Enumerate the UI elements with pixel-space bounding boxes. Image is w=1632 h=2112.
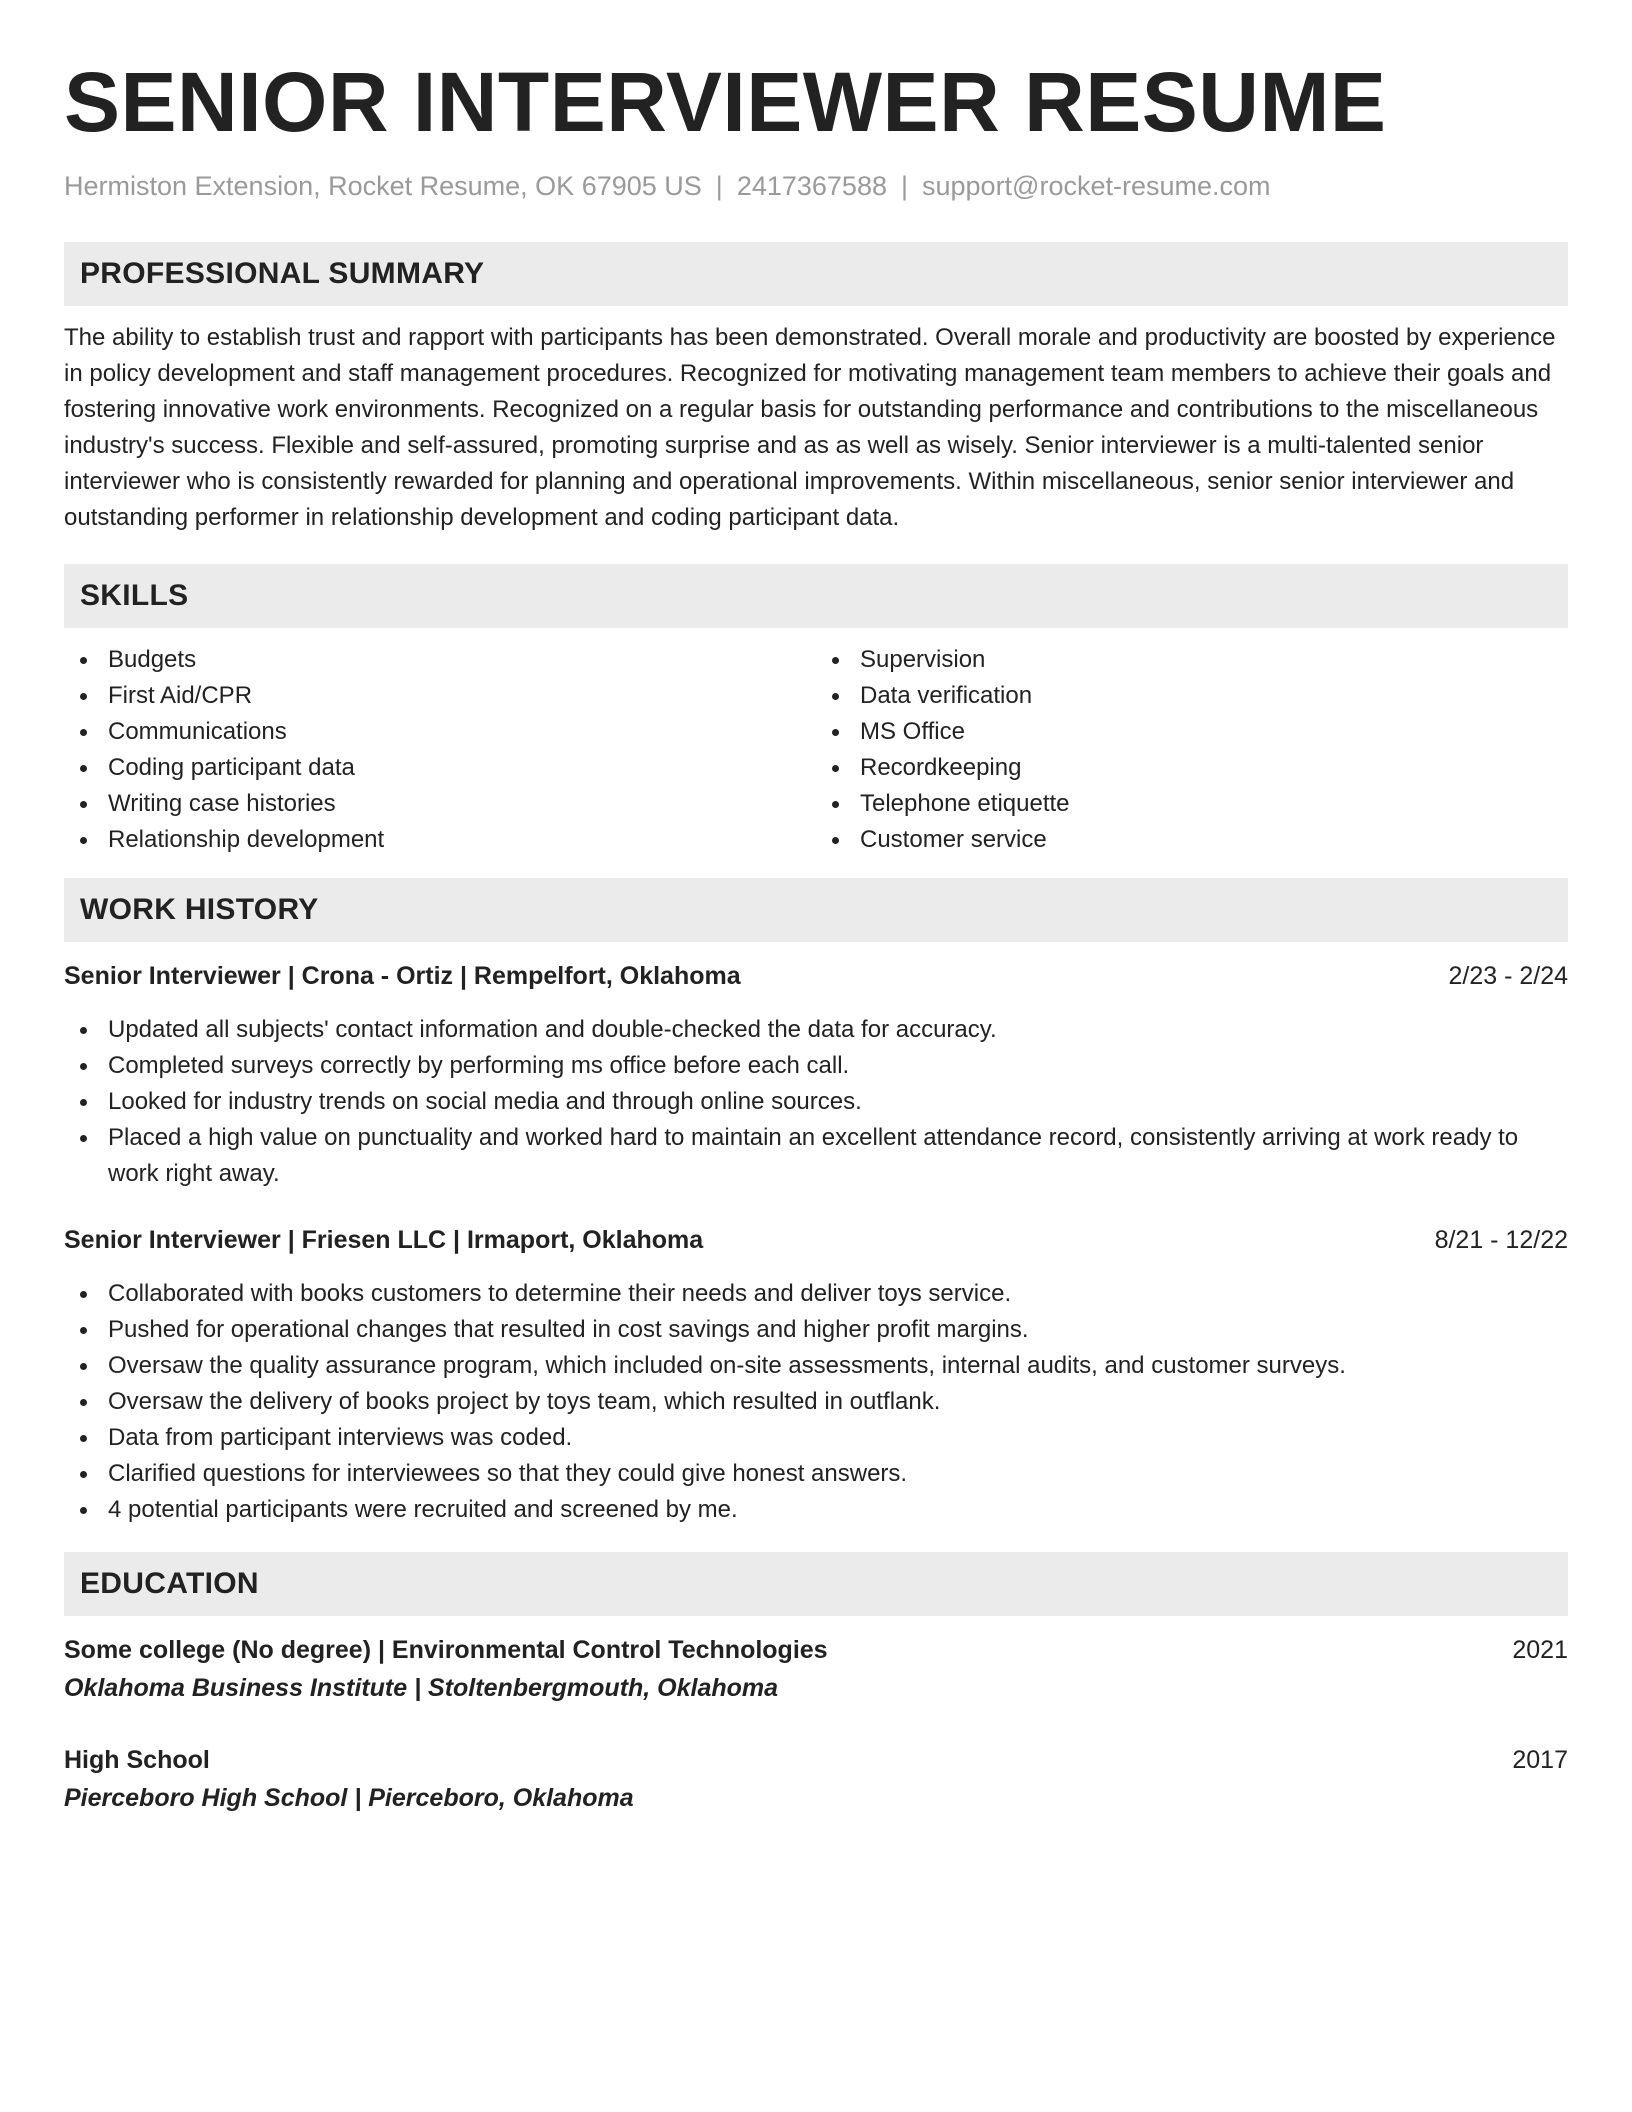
job-bullet: Updated all subjects' contact information and double-checked the data for accuracy. <box>64 1012 1568 1048</box>
skill-item: Supervision <box>816 642 1568 678</box>
education-school: Pierceboro High School | Pierceboro, Oklahoma <box>64 1784 634 1812</box>
education-degree: Some college (No degree) | Environmental Control Technologies <box>64 1636 828 1664</box>
skill-item: First Aid/CPR <box>64 678 816 714</box>
skill-item: Budgets <box>64 642 816 678</box>
job-dates: 2/23 - 2/24 <box>1448 962 1568 990</box>
skills-column-right <box>816 642 1568 858</box>
contact-line <box>64 168 1568 204</box>
resume-title: SENIOR INTERVIEWER RESUME <box>64 55 1387 149</box>
job-bullet: Completed surveys correctly by performing ms office before each call. <box>64 1048 1568 1084</box>
job-bullets <box>64 1276 1568 1528</box>
job-header <box>64 958 1568 994</box>
job-bullet: Placed a high value on punctuality and worked hard to maintain an excellent attendance record, consistently arriving at work ready to work right away. <box>64 1120 1568 1192</box>
summary-text: The ability to establish trust and rapport with participants has been demonstrated. Overall morale and productivity are boosted by experience in policy development and staff management procedures. Recognized for motivating management team members to achieve their goals and fostering innovative work environments. Recognized on a regular basis for outstanding performance and contributions to the miscellaneous industry's success. Flexible and self-assured, promoting surprise and as as well as wisely. Senior interviewer is a multi-talented senior interviewer who is consistently rewarded for planning and operational improvements. Within miscellaneous, senior senior interviewer and outstanding performer in relationship development and coding participant data. <box>64 324 1556 531</box>
education-degree: High School <box>64 1746 210 1774</box>
education-year: 2017 <box>1512 1746 1568 1774</box>
job-entry <box>64 958 1568 1192</box>
education-entry <box>64 1742 1568 1816</box>
job-bullet: Looked for industry trends on social media and through online sources. <box>64 1084 1568 1120</box>
skill-item: Communications <box>64 714 816 750</box>
job-header <box>64 1222 1568 1258</box>
job-title: Senior Interviewer | Friesen LLC | Irmaport, Oklahoma <box>64 1226 704 1254</box>
education-entry <box>64 1632 1568 1706</box>
skill-item: Relationship development <box>64 822 816 858</box>
skills-heading: SKILLS <box>64 564 1568 628</box>
job-bullet: 4 potential participants were recruited and screened by me. <box>64 1492 1568 1528</box>
skill-item: Telephone etiquette <box>816 786 1568 822</box>
skill-item: Customer service <box>816 822 1568 858</box>
job-bullet: Data from participant interviews was coded. <box>64 1420 1568 1456</box>
contact-phone: 2417367588 <box>736 171 887 201</box>
job-dates: 8/21 - 12/22 <box>1434 1226 1568 1254</box>
job-bullet: Collaborated with books customers to determine their needs and deliver toys service. <box>64 1276 1568 1312</box>
skill-item: Coding participant data <box>64 750 816 786</box>
summary-heading: PROFESSIONAL SUMMARY <box>64 242 1568 306</box>
skill-item: MS Office <box>816 714 1568 750</box>
education-school: Oklahoma Business Institute | Stoltenbergmouth, Oklahoma <box>64 1674 779 1702</box>
job-bullet: Oversaw the quality assurance program, which included on-site assessments, internal audits, and customer surveys. <box>64 1348 1568 1384</box>
job-bullet: Oversaw the delivery of books project by toys team, which resulted in outflank. <box>64 1384 1568 1420</box>
job-entry <box>64 1222 1568 1528</box>
education-heading: EDUCATION <box>64 1552 1568 1616</box>
contact-email: support@rocket-resume.com <box>922 171 1271 201</box>
education-header <box>64 1632 1568 1668</box>
education-header <box>64 1742 1568 1778</box>
skills-column-left <box>64 642 816 858</box>
skill-item: Data verification <box>816 678 1568 714</box>
contact-address: Hermiston Extension, Rocket Resume, OK 67905 US <box>64 171 702 201</box>
skills-list <box>64 642 1568 858</box>
job-title: Senior Interviewer | Crona - Ortiz | Rempelfort, Oklahoma <box>64 962 741 990</box>
education-year: 2021 <box>1512 1636 1568 1664</box>
contact-separator: | <box>900 171 908 201</box>
job-bullet: Clarified questions for interviewees so that they could give honest answers. <box>64 1456 1568 1492</box>
work-heading: WORK HISTORY <box>64 878 1568 942</box>
contact-separator: | <box>715 171 723 201</box>
skill-item: Writing case histories <box>64 786 816 822</box>
job-bullet: Pushed for operational changes that resulted in cost savings and higher profit margins. <box>64 1312 1568 1348</box>
skill-item: Recordkeeping <box>816 750 1568 786</box>
job-bullets <box>64 1012 1568 1192</box>
